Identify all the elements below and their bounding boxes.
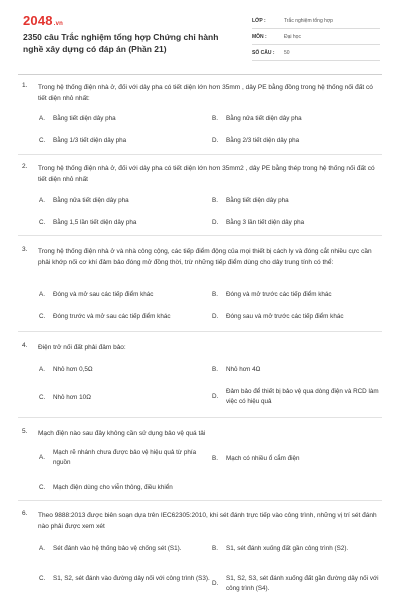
site-logo[interactable] [23,13,63,28]
option-text: Nhỏ hơn 4Ω [226,366,261,373]
option-text: Bằng 1,5 lần tiết diện dây pha [53,219,137,226]
option-letter: D. [212,580,219,587]
option-text: Bằng nửa tiết diện dây pha [226,115,302,122]
option-text: Đảm bảo để thiết bị bảo vệ qua dòng điện và RCD làm việc có hiệu quả [226,388,379,405]
meta-value: Trắc nghiệm tổng hợp [284,17,333,24]
option-b[interactable] [212,454,386,464]
option-letter: C. [39,394,46,401]
question-number: 2. [22,163,28,170]
document-header [0,0,400,70]
option-b[interactable] [212,544,386,554]
header-divider [18,74,382,75]
meta-value: 50 [284,49,290,56]
option-d[interactable] [212,312,386,322]
option-text: Bằng 2/3 tiết diện dây pha [226,137,300,144]
option-text: Mạch rẽ nhánh chưa được bảo vệ hiệu quả từ phía nguồn [53,449,197,466]
option-text: Nhỏ hơn 0,5Ω [53,366,93,373]
option-letter: A. [39,366,45,373]
meta-key: LỚP : [252,17,266,24]
option-c[interactable] [39,312,213,322]
option-c[interactable] [39,483,253,493]
question-text: Trong hệ thống điện nhà ở và nhà công cộng, các tiếp điểm động của mọi thiết bị cách ly và đóng cắt nhiều cực cần phải khớp nối cơ khí đảm bảo đóng mở đồng thời, trừ những tiếp điểm dùng cho dây trung tính có thể: [38,248,372,266]
question-divider [18,235,382,236]
question-divider [18,331,382,332]
option-b[interactable] [212,290,386,300]
option-c[interactable] [39,218,213,228]
question-text: Theo 9888:2013 được biên soạn dựa trên IEC62305:2010, khi sét đánh trực tiếp vào công trình, những vị trí sét đánh nào phải được xem xét [38,512,377,530]
option-text: Đóng và mở trước các tiếp điểm khác [226,291,332,298]
option-letter: A. [39,454,45,461]
option-letter: A. [39,197,45,204]
option-letter: B. [212,545,218,552]
option-letter: B. [212,455,218,462]
question-text: Trong hệ thống điện nhà ở, đối với dây pha có tiết diện lớn hơn 35mm2 , dây PE bằng thép trong hệ thống nối đất có tiết diện nhỏ nhất [38,165,375,183]
option-b[interactable] [212,196,386,206]
option-text: S1, sét đánh xuống đất gần công trình (S2). [226,545,349,552]
option-letter: B. [212,366,218,373]
meta-row-count [252,45,380,61]
option-d[interactable] [212,574,386,594]
option-text: Bằng 1/3 tiết diện dây pha [53,137,127,144]
logo-text: 2048 [23,13,53,28]
option-letter: C. [39,313,46,320]
question-divider [18,417,382,418]
meta-key: SỐ CÂU : [252,49,275,56]
option-text: Bằng tiết diện dây pha [53,115,116,122]
question-divider [18,500,382,501]
option-c[interactable] [39,136,213,146]
option-text: Bằng 3 lần tiết diện dây pha [226,219,305,226]
meta-key: MÔN : [252,33,267,40]
option-letter: D. [212,393,219,400]
option-c[interactable] [39,574,213,584]
question-number: 3. [22,246,28,253]
option-letter: C. [39,484,46,491]
question-number: 1. [22,82,28,89]
option-d[interactable] [212,387,386,407]
question-number: 5. [22,428,28,435]
option-text: Đóng trước và mở sau các tiếp điểm khác [53,313,171,320]
option-a[interactable] [39,290,213,300]
option-text: Mạch điện dùng cho viễn thông, điều khiển [53,484,173,491]
option-a[interactable] [39,448,213,468]
option-letter: B. [212,291,218,298]
option-letter: C. [39,137,46,144]
option-d[interactable] [212,218,386,228]
option-text: S1, S2, S3, sét đánh xuống đất gần đường dây nối với công trình (S4). [226,575,379,592]
option-d[interactable] [212,136,386,146]
meta-row-subject [252,29,380,45]
option-letter: D. [212,219,219,226]
question-number: 4. [22,342,28,349]
option-text: Mạch có nhiều ổ cắm điện [226,455,300,462]
meta-row-class [252,13,380,29]
logo-tld: .vn [53,21,64,27]
option-letter: B. [212,115,218,122]
document-title: 2350 câu Trắc nghiệm tổng hợp Chứng chỉ hành nghề xây dựng có đáp án (Phần 21) [23,32,219,54]
option-c[interactable] [39,393,213,403]
option-text: Đóng và mở sau các tiếp điểm khác [53,291,154,298]
option-letter: A. [39,115,45,122]
option-text: Nhỏ hơn 10Ω [53,394,91,401]
option-a[interactable] [39,365,213,375]
option-b[interactable] [212,114,386,124]
option-letter: D. [212,137,219,144]
option-a[interactable] [39,114,213,124]
option-text: Bằng nửa tiết diện dây pha [53,197,129,204]
option-b[interactable] [212,365,386,375]
option-text: Đóng sau và mở trước các tiếp điểm khác [226,313,344,320]
option-a[interactable] [39,544,213,554]
option-letter: B. [212,197,218,204]
option-text: S1, S2, sét đánh vào đường dây nối với công trình (S3). [53,575,210,582]
option-text: Sét đánh vào hệ thống bảo vệ chống sét (S1). [53,545,182,552]
option-letter: A. [39,545,45,552]
meta-value: Đại học [284,33,301,40]
option-letter: C. [39,575,46,582]
question-divider [18,154,382,155]
question-text: Mạch điện nào sau đây không cần sử dụng bảo vệ quá tải [38,430,206,437]
option-letter: C. [39,219,46,226]
question-number: 6. [22,510,28,517]
question-text: Trong hệ thống điện nhà ở, đối với dây pha có tiết diện lớn hơn 35mm , dây PE bằng đồng trong hệ thống nối đất có tiết diện nhỏ nhất: [38,84,373,102]
question-text: Điện trở nối đất phải đảm bảo: [38,344,126,351]
option-text: Bằng tiết diện dây pha [226,197,289,204]
option-letter: A. [39,291,45,298]
option-letter: D. [212,313,219,320]
meta-table [252,13,380,61]
option-a[interactable] [39,196,213,206]
